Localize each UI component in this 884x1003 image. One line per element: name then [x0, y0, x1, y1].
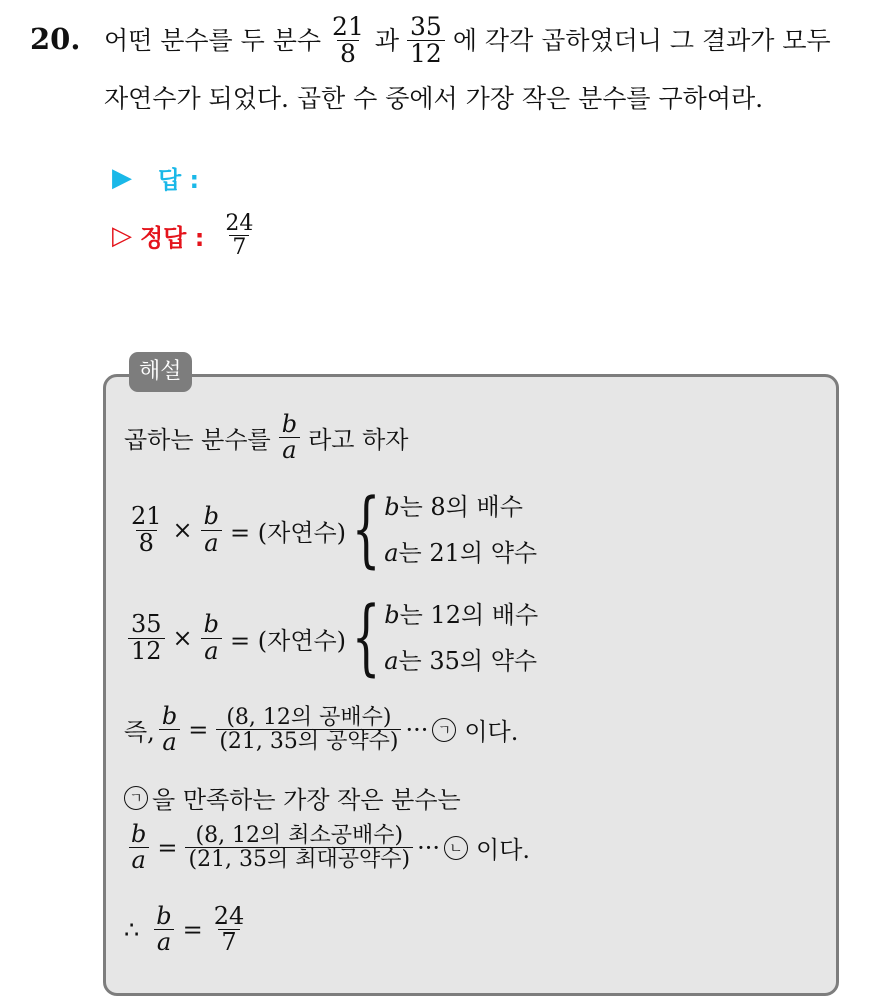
explanation-intro: 곱하는 분수를 $\frac{b}{a}$ 라고 하자	[124, 410, 409, 465]
fraction-b-a: $\frac{b}{a}$	[279, 412, 300, 463]
circled-nieun-icon: ㄴ	[444, 836, 468, 860]
circled-giyeok-icon: ㄱ	[432, 718, 456, 742]
therefore-symbol: ∴	[124, 915, 140, 944]
conditions: b는 8의 배수 a는 21의 약수	[384, 493, 538, 567]
solution-row	[112, 212, 260, 259]
solution-fraction: $\frac{24}{7}$	[225, 211, 254, 261]
equation-3: 즉, $\frac{b}{a}$ = $\frac{\text{(8, 12의 공배수)}}{\text{(21, 35의 공약수)}}$ ··· ㄱ 이다.	[124, 702, 519, 757]
play-icon: ▶	[112, 162, 132, 193]
fraction-21-8: $\frac{21}{8}$	[332, 12, 364, 69]
left-brace: {	[351, 482, 381, 577]
left-brace: {	[351, 590, 381, 685]
equation-1: $\frac{21}{8}$ × $\frac{b}{a}$ = (자연수) { b는 8의 배수 a는 21의 약수	[131, 482, 538, 577]
explanation-tag: 해설	[129, 352, 192, 392]
question-text-pre: 어떤 분수를 두 분수	[104, 25, 322, 55]
question-line-1	[104, 14, 831, 68]
outline-play-icon: ▷	[112, 220, 132, 251]
question-text-post: 에 각각 곱하였더니 그 결과가 모두	[452, 25, 831, 55]
equation-5: $\frac{b}{a}$ = $\frac{\text{(8, 12의 최소공배수)}}{\text{(21, 35의 최대공약수)}}$ ··· ㄴ 이다.	[124, 822, 530, 873]
solution-label: 정답 :	[140, 224, 205, 253]
conditions: b는 12의 배수 a는 35의 약수	[384, 601, 539, 675]
question-number: 20.	[30, 22, 81, 56]
answer-label: 답 :	[158, 166, 200, 194]
circled-giyeok-icon: ㄱ	[124, 786, 148, 810]
question-line-2: 자연수가 되었다. 곱한 수 중에서 가장 작은 분수를 구하여라.	[104, 84, 764, 113]
fraction-35-12: $\frac{35}{12}$	[407, 14, 445, 68]
question-text-mid: 과	[374, 25, 400, 55]
explanation-line-4: ㄱ 을 만족하는 가장 작은 분수는	[124, 780, 461, 815]
equation-2: $\frac{35}{12}$ × $\frac{b}{a}$ = (자연수) { b는 12의 배수 a는 35의 약수	[124, 592, 538, 684]
final-equation: ∴ $\frac{b}{a}$ = $\frac{24}{7}$	[124, 902, 245, 957]
answer-row	[112, 160, 199, 195]
